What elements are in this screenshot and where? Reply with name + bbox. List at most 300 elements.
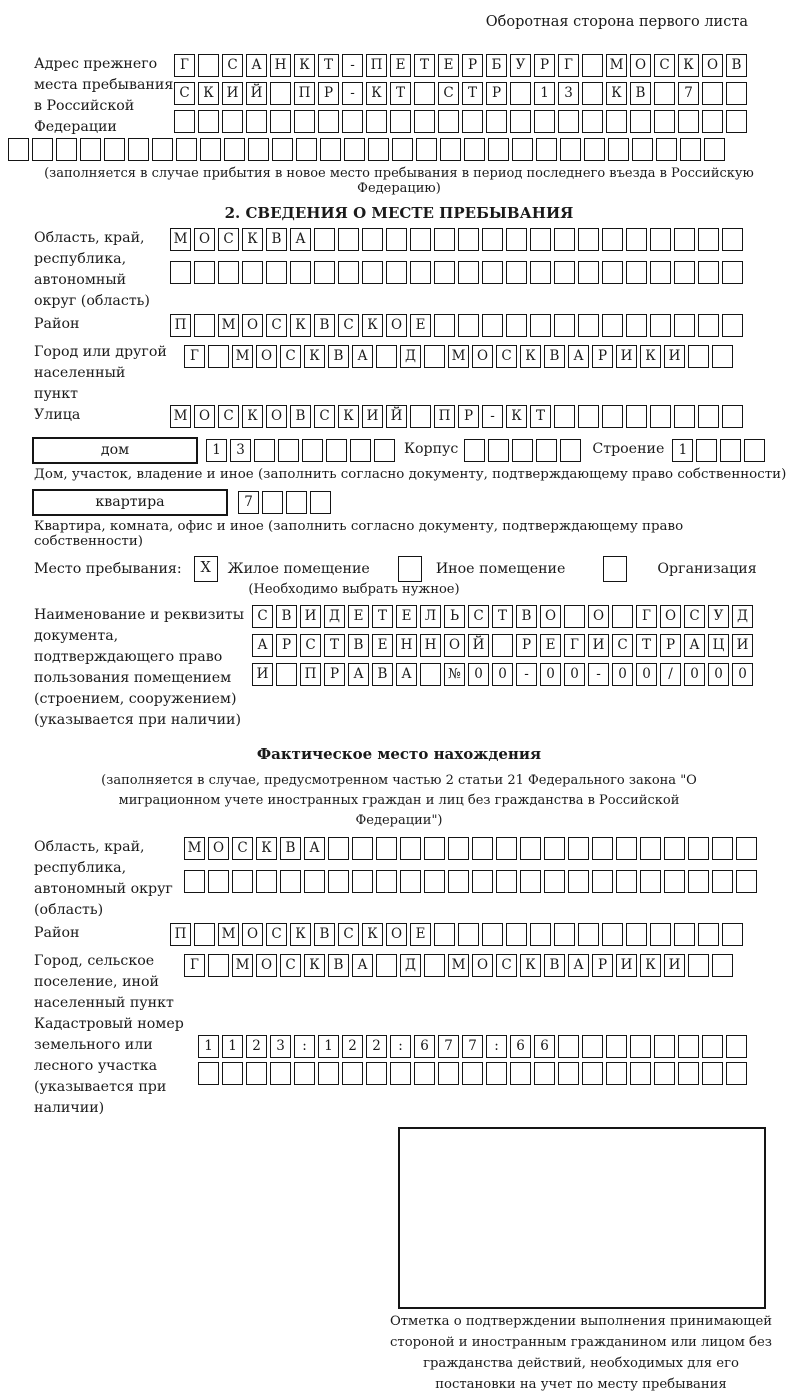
char-box[interactable] bbox=[338, 261, 359, 284]
char-box[interactable]: Т bbox=[414, 54, 435, 77]
char-box[interactable]: - bbox=[342, 82, 363, 105]
char-box[interactable] bbox=[582, 110, 603, 133]
char-box[interactable] bbox=[506, 261, 527, 284]
char-box[interactable] bbox=[176, 138, 197, 161]
char-box[interactable]: М bbox=[232, 345, 253, 368]
char-box[interactable]: 7 bbox=[238, 491, 259, 514]
char-box[interactable]: С bbox=[468, 605, 489, 628]
char-box[interactable] bbox=[424, 954, 445, 977]
char-box[interactable] bbox=[392, 138, 413, 161]
char-box[interactable] bbox=[386, 261, 407, 284]
char-box[interactable] bbox=[512, 138, 533, 161]
char-box[interactable] bbox=[640, 870, 661, 893]
char-box[interactable]: О bbox=[540, 605, 561, 628]
char-box[interactable] bbox=[592, 837, 613, 860]
char-box[interactable] bbox=[472, 870, 493, 893]
char-box[interactable] bbox=[698, 314, 719, 337]
char-box[interactable] bbox=[270, 82, 291, 105]
char-box[interactable] bbox=[506, 923, 527, 946]
char-box[interactable]: К bbox=[304, 954, 325, 977]
char-box[interactable]: Ь bbox=[444, 605, 465, 628]
char-box[interactable] bbox=[464, 138, 485, 161]
char-box[interactable] bbox=[744, 439, 765, 462]
char-box[interactable] bbox=[270, 110, 291, 133]
char-box[interactable]: В bbox=[544, 954, 565, 977]
char-box[interactable]: О bbox=[702, 54, 723, 77]
char-box[interactable]: В bbox=[516, 605, 537, 628]
char-box[interactable] bbox=[554, 261, 575, 284]
char-box[interactable] bbox=[272, 138, 293, 161]
char-box[interactable]: И bbox=[222, 82, 243, 105]
char-box[interactable] bbox=[414, 82, 435, 105]
char-box[interactable]: 1 bbox=[198, 1035, 219, 1058]
char-box[interactable] bbox=[376, 870, 397, 893]
char-box[interactable] bbox=[536, 138, 557, 161]
char-box[interactable] bbox=[254, 439, 275, 462]
char-box[interactable]: С bbox=[654, 54, 675, 77]
char-box[interactable]: К bbox=[678, 54, 699, 77]
char-box[interactable]: С bbox=[222, 54, 243, 77]
char-box[interactable]: К bbox=[256, 837, 277, 860]
char-box[interactable]: О bbox=[588, 605, 609, 628]
char-box[interactable] bbox=[262, 491, 283, 514]
char-box[interactable]: С bbox=[280, 954, 301, 977]
char-box[interactable]: Т bbox=[324, 634, 345, 657]
char-box[interactable]: В bbox=[266, 228, 287, 251]
char-box[interactable] bbox=[424, 837, 445, 860]
char-box[interactable] bbox=[612, 605, 633, 628]
char-box[interactable] bbox=[246, 110, 267, 133]
char-box[interactable]: К bbox=[242, 228, 263, 251]
char-box[interactable]: С bbox=[218, 228, 239, 251]
char-box[interactable] bbox=[416, 138, 437, 161]
char-box[interactable]: - bbox=[342, 54, 363, 77]
char-box[interactable] bbox=[582, 1062, 603, 1085]
char-box[interactable] bbox=[462, 1062, 483, 1085]
char-box[interactable] bbox=[674, 228, 695, 251]
char-box[interactable]: И bbox=[732, 634, 753, 657]
char-box[interactable] bbox=[352, 837, 373, 860]
char-box[interactable]: Л bbox=[420, 605, 441, 628]
char-box[interactable]: П bbox=[434, 405, 455, 428]
char-box[interactable]: О bbox=[242, 314, 263, 337]
char-box[interactable] bbox=[606, 1035, 627, 1058]
char-box[interactable] bbox=[194, 923, 215, 946]
char-box[interactable] bbox=[688, 870, 709, 893]
char-box[interactable] bbox=[530, 261, 551, 284]
char-box[interactable] bbox=[602, 923, 623, 946]
char-box[interactable] bbox=[256, 870, 277, 893]
char-box[interactable] bbox=[534, 110, 555, 133]
char-box[interactable] bbox=[434, 314, 455, 337]
char-box[interactable] bbox=[376, 837, 397, 860]
char-box[interactable] bbox=[482, 228, 503, 251]
char-box[interactable]: И bbox=[664, 345, 685, 368]
char-box[interactable] bbox=[496, 837, 517, 860]
char-box[interactable]: К bbox=[366, 82, 387, 105]
char-box[interactable]: И bbox=[664, 954, 685, 977]
char-box[interactable] bbox=[414, 110, 435, 133]
char-box[interactable] bbox=[326, 439, 347, 462]
char-box[interactable]: 0 bbox=[684, 663, 705, 686]
char-box[interactable]: С bbox=[438, 82, 459, 105]
char-box[interactable] bbox=[448, 870, 469, 893]
char-box[interactable]: О bbox=[194, 228, 215, 251]
char-box[interactable] bbox=[386, 228, 407, 251]
stay-option-residential-checkbox[interactable]: X bbox=[194, 556, 218, 582]
char-box[interactable]: С bbox=[280, 345, 301, 368]
apartment-type-box[interactable]: квартира bbox=[32, 489, 228, 516]
char-box[interactable]: О bbox=[266, 405, 287, 428]
char-box[interactable]: : bbox=[390, 1035, 411, 1058]
char-box[interactable] bbox=[626, 228, 647, 251]
char-box[interactable] bbox=[578, 405, 599, 428]
char-box[interactable] bbox=[342, 1062, 363, 1085]
char-box[interactable]: 1 bbox=[534, 82, 555, 105]
char-box[interactable] bbox=[80, 138, 101, 161]
char-box[interactable]: П bbox=[300, 663, 321, 686]
char-box[interactable] bbox=[712, 345, 733, 368]
char-box[interactable] bbox=[632, 138, 653, 161]
char-box[interactable]: А bbox=[396, 663, 417, 686]
char-box[interactable]: К bbox=[520, 954, 541, 977]
char-box[interactable]: А bbox=[352, 345, 373, 368]
char-box[interactable] bbox=[200, 138, 221, 161]
char-box[interactable]: К bbox=[362, 314, 383, 337]
char-box[interactable]: О bbox=[208, 837, 229, 860]
char-box[interactable] bbox=[472, 837, 493, 860]
char-box[interactable] bbox=[702, 1035, 723, 1058]
char-box[interactable]: 2 bbox=[342, 1035, 363, 1058]
char-box[interactable] bbox=[290, 261, 311, 284]
char-box[interactable]: К bbox=[290, 923, 311, 946]
char-box[interactable]: С bbox=[684, 605, 705, 628]
char-box[interactable] bbox=[640, 837, 661, 860]
char-box[interactable] bbox=[352, 870, 373, 893]
char-box[interactable] bbox=[696, 439, 717, 462]
char-box[interactable]: О bbox=[256, 954, 277, 977]
char-box[interactable]: Г bbox=[564, 634, 585, 657]
char-box[interactable] bbox=[544, 837, 565, 860]
char-box[interactable]: С bbox=[314, 405, 335, 428]
char-box[interactable] bbox=[578, 314, 599, 337]
char-box[interactable]: О bbox=[660, 605, 681, 628]
char-box[interactable]: А bbox=[246, 54, 267, 77]
char-box[interactable] bbox=[486, 110, 507, 133]
char-box[interactable]: Й bbox=[468, 634, 489, 657]
char-box[interactable] bbox=[400, 837, 421, 860]
char-box[interactable]: А bbox=[568, 954, 589, 977]
char-box[interactable] bbox=[726, 1062, 747, 1085]
char-box[interactable]: Ц bbox=[708, 634, 729, 657]
char-box[interactable] bbox=[194, 314, 215, 337]
char-box[interactable] bbox=[736, 837, 757, 860]
char-box[interactable]: А bbox=[252, 634, 273, 657]
char-box[interactable] bbox=[630, 1062, 651, 1085]
char-box[interactable]: В bbox=[630, 82, 651, 105]
char-box[interactable]: Н bbox=[396, 634, 417, 657]
char-box[interactable]: Р bbox=[458, 405, 479, 428]
char-box[interactable]: С bbox=[218, 405, 239, 428]
char-box[interactable] bbox=[438, 110, 459, 133]
char-box[interactable] bbox=[678, 110, 699, 133]
char-box[interactable]: И bbox=[616, 345, 637, 368]
char-box[interactable]: Р bbox=[534, 54, 555, 77]
char-box[interactable] bbox=[410, 261, 431, 284]
char-box[interactable]: Н bbox=[420, 634, 441, 657]
char-box[interactable] bbox=[510, 1062, 531, 1085]
char-box[interactable] bbox=[510, 82, 531, 105]
char-box[interactable] bbox=[722, 405, 743, 428]
char-box[interactable]: Е bbox=[438, 54, 459, 77]
char-box[interactable] bbox=[222, 110, 243, 133]
char-box[interactable] bbox=[722, 923, 743, 946]
char-box[interactable] bbox=[568, 837, 589, 860]
char-box[interactable]: С bbox=[174, 82, 195, 105]
char-box[interactable]: К bbox=[290, 314, 311, 337]
char-box[interactable]: О bbox=[444, 634, 465, 657]
char-box[interactable] bbox=[506, 228, 527, 251]
char-box[interactable]: Д bbox=[324, 605, 345, 628]
char-box[interactable]: К bbox=[362, 923, 383, 946]
char-box[interactable] bbox=[170, 261, 191, 284]
char-box[interactable] bbox=[630, 1035, 651, 1058]
char-box[interactable]: П bbox=[170, 314, 191, 337]
char-box[interactable]: М bbox=[232, 954, 253, 977]
char-box[interactable] bbox=[320, 138, 341, 161]
char-box[interactable] bbox=[328, 837, 349, 860]
char-box[interactable] bbox=[560, 439, 581, 462]
char-box[interactable] bbox=[198, 1062, 219, 1085]
char-box[interactable]: С bbox=[612, 634, 633, 657]
char-box[interactable] bbox=[544, 870, 565, 893]
char-box[interactable] bbox=[510, 110, 531, 133]
char-box[interactable] bbox=[568, 870, 589, 893]
char-box[interactable]: 2 bbox=[246, 1035, 267, 1058]
char-box[interactable] bbox=[410, 405, 431, 428]
char-box[interactable] bbox=[578, 923, 599, 946]
char-box[interactable] bbox=[530, 923, 551, 946]
char-box[interactable]: Г bbox=[184, 345, 205, 368]
char-box[interactable] bbox=[722, 228, 743, 251]
char-box[interactable] bbox=[310, 491, 331, 514]
char-box[interactable] bbox=[318, 110, 339, 133]
char-box[interactable]: - bbox=[588, 663, 609, 686]
char-box[interactable]: Е bbox=[410, 923, 431, 946]
char-box[interactable]: А bbox=[568, 345, 589, 368]
char-box[interactable] bbox=[400, 870, 421, 893]
char-box[interactable] bbox=[302, 439, 323, 462]
char-box[interactable] bbox=[482, 923, 503, 946]
char-box[interactable]: С bbox=[252, 605, 273, 628]
char-box[interactable]: 6 bbox=[510, 1035, 531, 1058]
char-box[interactable] bbox=[558, 1062, 579, 1085]
char-box[interactable] bbox=[246, 1062, 267, 1085]
char-box[interactable]: Д bbox=[400, 345, 421, 368]
char-box[interactable] bbox=[248, 138, 269, 161]
char-box[interactable] bbox=[376, 954, 397, 977]
char-box[interactable] bbox=[374, 439, 395, 462]
char-box[interactable]: 6 bbox=[414, 1035, 435, 1058]
char-box[interactable]: 2 bbox=[366, 1035, 387, 1058]
char-box[interactable]: С bbox=[266, 314, 287, 337]
char-box[interactable]: К bbox=[294, 54, 315, 77]
char-box[interactable]: О bbox=[472, 345, 493, 368]
char-box[interactable]: В bbox=[372, 663, 393, 686]
char-box[interactable]: И bbox=[300, 605, 321, 628]
char-box[interactable] bbox=[520, 870, 541, 893]
char-box[interactable]: В bbox=[726, 54, 747, 77]
char-box[interactable] bbox=[630, 110, 651, 133]
char-box[interactable]: В bbox=[348, 634, 369, 657]
char-box[interactable] bbox=[534, 1062, 555, 1085]
char-box[interactable] bbox=[582, 82, 603, 105]
char-box[interactable] bbox=[680, 138, 701, 161]
char-box[interactable]: Р bbox=[592, 954, 613, 977]
char-box[interactable]: Р bbox=[660, 634, 681, 657]
char-box[interactable] bbox=[506, 314, 527, 337]
char-box[interactable] bbox=[362, 261, 383, 284]
char-box[interactable]: Т bbox=[390, 82, 411, 105]
char-box[interactable] bbox=[286, 491, 307, 514]
char-box[interactable] bbox=[458, 261, 479, 284]
char-box[interactable] bbox=[104, 138, 125, 161]
char-box[interactable] bbox=[434, 261, 455, 284]
char-box[interactable]: А bbox=[684, 634, 705, 657]
char-box[interactable] bbox=[650, 261, 671, 284]
char-box[interactable] bbox=[438, 1062, 459, 1085]
char-box[interactable] bbox=[208, 954, 229, 977]
char-box[interactable]: В bbox=[314, 314, 335, 337]
char-box[interactable] bbox=[294, 110, 315, 133]
char-box[interactable] bbox=[128, 138, 149, 161]
char-box[interactable] bbox=[554, 405, 575, 428]
char-box[interactable] bbox=[496, 870, 517, 893]
char-box[interactable]: Г bbox=[636, 605, 657, 628]
char-box[interactable]: И bbox=[588, 634, 609, 657]
char-box[interactable]: П bbox=[294, 82, 315, 105]
char-box[interactable] bbox=[424, 870, 445, 893]
char-box[interactable] bbox=[152, 138, 173, 161]
char-box[interactable] bbox=[536, 439, 557, 462]
char-box[interactable] bbox=[208, 870, 229, 893]
char-box[interactable] bbox=[602, 405, 623, 428]
char-box[interactable]: Н bbox=[270, 54, 291, 77]
char-box[interactable]: Р bbox=[486, 82, 507, 105]
char-box[interactable]: С bbox=[300, 634, 321, 657]
char-box[interactable]: 7 bbox=[678, 82, 699, 105]
char-box[interactable]: А bbox=[352, 954, 373, 977]
char-box[interactable] bbox=[592, 870, 613, 893]
char-box[interactable]: В bbox=[280, 837, 301, 860]
char-box[interactable] bbox=[726, 82, 747, 105]
char-box[interactable] bbox=[296, 138, 317, 161]
char-box[interactable] bbox=[654, 1062, 675, 1085]
char-box[interactable] bbox=[704, 138, 725, 161]
house-type-box[interactable]: дом bbox=[32, 437, 198, 464]
char-box[interactable] bbox=[698, 261, 719, 284]
char-box[interactable] bbox=[530, 314, 551, 337]
char-box[interactable]: П bbox=[366, 54, 387, 77]
char-box[interactable]: О bbox=[472, 954, 493, 977]
char-box[interactable] bbox=[656, 138, 677, 161]
char-box[interactable]: : bbox=[294, 1035, 315, 1058]
char-box[interactable] bbox=[420, 663, 441, 686]
char-box[interactable]: С bbox=[338, 923, 359, 946]
char-box[interactable]: О bbox=[386, 923, 407, 946]
char-box[interactable]: С bbox=[266, 923, 287, 946]
char-box[interactable] bbox=[304, 870, 325, 893]
char-box[interactable] bbox=[650, 228, 671, 251]
char-box[interactable] bbox=[512, 439, 533, 462]
char-box[interactable] bbox=[726, 1035, 747, 1058]
char-box[interactable]: Г bbox=[174, 54, 195, 77]
char-box[interactable] bbox=[8, 138, 29, 161]
char-box[interactable]: 0 bbox=[564, 663, 585, 686]
char-box[interactable] bbox=[678, 1062, 699, 1085]
char-box[interactable] bbox=[184, 870, 205, 893]
char-box[interactable]: 0 bbox=[612, 663, 633, 686]
char-box[interactable]: А bbox=[304, 837, 325, 860]
char-box[interactable] bbox=[702, 110, 723, 133]
char-box[interactable]: К bbox=[338, 405, 359, 428]
char-box[interactable] bbox=[554, 923, 575, 946]
char-box[interactable] bbox=[218, 261, 239, 284]
char-box[interactable]: 1 bbox=[318, 1035, 339, 1058]
char-box[interactable]: Е bbox=[348, 605, 369, 628]
char-box[interactable]: Т bbox=[492, 605, 513, 628]
char-box[interactable]: 0 bbox=[636, 663, 657, 686]
char-box[interactable]: 0 bbox=[492, 663, 513, 686]
char-box[interactable] bbox=[674, 923, 695, 946]
char-box[interactable]: 7 bbox=[438, 1035, 459, 1058]
char-box[interactable] bbox=[698, 405, 719, 428]
stay-option-other-checkbox[interactable] bbox=[398, 556, 422, 582]
char-box[interactable] bbox=[602, 228, 623, 251]
char-box[interactable]: Р bbox=[462, 54, 483, 77]
char-box[interactable] bbox=[242, 261, 263, 284]
char-box[interactable] bbox=[578, 261, 599, 284]
char-box[interactable] bbox=[554, 314, 575, 337]
char-box[interactable]: 3 bbox=[558, 82, 579, 105]
char-box[interactable] bbox=[654, 82, 675, 105]
char-box[interactable]: М bbox=[606, 54, 627, 77]
char-box[interactable] bbox=[366, 110, 387, 133]
char-box[interactable] bbox=[318, 1062, 339, 1085]
char-box[interactable] bbox=[232, 870, 253, 893]
char-box[interactable]: Р bbox=[324, 663, 345, 686]
char-box[interactable] bbox=[560, 138, 581, 161]
char-box[interactable]: И bbox=[616, 954, 637, 977]
char-box[interactable] bbox=[486, 1062, 507, 1085]
char-box[interactable]: М bbox=[218, 314, 239, 337]
char-box[interactable] bbox=[350, 439, 371, 462]
char-box[interactable] bbox=[582, 54, 603, 77]
char-box[interactable] bbox=[736, 870, 757, 893]
char-box[interactable] bbox=[270, 1062, 291, 1085]
char-box[interactable]: С bbox=[496, 954, 517, 977]
char-box[interactable] bbox=[650, 923, 671, 946]
char-box[interactable] bbox=[558, 110, 579, 133]
char-box[interactable] bbox=[702, 1062, 723, 1085]
char-box[interactable] bbox=[712, 954, 733, 977]
char-box[interactable]: А bbox=[290, 228, 311, 251]
char-box[interactable]: В bbox=[328, 954, 349, 977]
char-box[interactable] bbox=[174, 110, 195, 133]
char-box[interactable]: Т bbox=[530, 405, 551, 428]
char-box[interactable] bbox=[626, 261, 647, 284]
char-box[interactable] bbox=[626, 923, 647, 946]
